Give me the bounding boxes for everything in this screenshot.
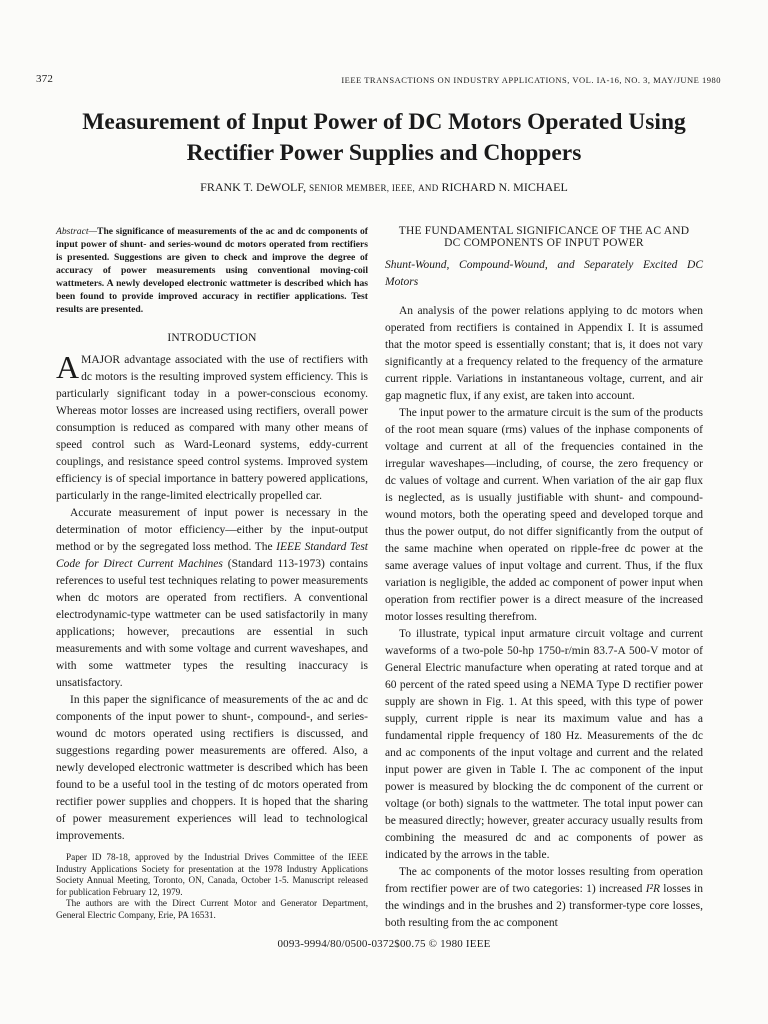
i2r-symbol: I²R xyxy=(645,883,661,895)
subsection-heading: Shunt-Wound, Compound-Wound, and Separately Excited DC Motors xyxy=(385,259,703,288)
intro-p2-text-b: (Standard 113-1973) contains references to useful test techniques relating to power measurements when dc motors are operated from rectifiers. A conventional electrodynamic-type wattmeter can be used satisfactorily in many applications; however, precautions are essential in such measurements and with some voltage and current waveshapes, and with some wattmeter types the resulting inaccuracy is unsatisfactory. xyxy=(56,558,368,689)
author-1-name: FRANK T. DeWOLF, xyxy=(200,180,307,194)
section-2-p4-text-a: The ac components of the motor losses resulting from operation from rectifier power are of two categories: 1) increased xyxy=(385,866,703,895)
abstract xyxy=(56,225,368,316)
section-2-heading-line-2: DC COMPONENTS OF INPUT POWER xyxy=(444,237,644,249)
intro-p1-text: MAJOR advantage associated with the use of rectifiers with dc motors is the resulting improved system efficiency. This is particularly significant today in a power-conscious economy. Whereas motor losses are increased using rectifiers, overall power consumption is reduced as compared with many other means of speed control such as Ward-Leonard systems, eddy-current couplings, and resistance speed control systems. Improved system efficiency is of special importance in battery powered applications, particularly in the range-limited electrically propelled car. xyxy=(56,354,368,502)
section-2-p4-text-b: losses in the windings and in the brushes and 2) transformer-type core losses, both resulting from the ac component xyxy=(385,883,704,929)
introduction-heading: INTRODUCTION xyxy=(167,332,257,344)
section-2-paragraph-3: To illustrate, typical input armature circuit voltage and current waveforms of a two-pole 50-hp 1750-r/min 83.7-A 500-V motor of General Electric manufacture when operating at rated torque and at 60 percent of the rated speed using a NEMA Type D rectifier power supply are shown in Fig. 1. At this speed, with this type of power supply, current ripple is near its maximum value and has a fundamental ripple frequency of 180 Hz. Measurements of the dc and ac components of the input voltage and current and the related input power are given in Table I. The ac component of the input power is measured by blocking the dc component of the current or voltage (or both) signals to the wattmeter. The total input power can be measured directly; however, greater accuracy usually results from combining the measured dc and ac components of power as indicated by the arrows in the table. xyxy=(385,628,703,861)
section-2-heading-line-1: THE FUNDAMENTAL SIGNIFICANCE OF THE AC AND xyxy=(398,225,690,237)
abstract-text: The significance of measurements of the ac and dc components of input power of shunt- and series-wound dc motors operated from rectifiers is presented. Suggestions are given to check and improve the degree of accuracy of power measurements using conventional moving-coil wattmeters. A newly developed electronic wattmeter is described which has been found to provide improved accuracy in rectifier applications. Test results are presented. xyxy=(56,226,368,315)
section-2-heading xyxy=(385,225,703,249)
intro-paragraph-2 xyxy=(56,505,368,692)
copyright-line: 0093-9994/80/0500-0372$00.75 © 1980 IEEE xyxy=(277,938,491,950)
abstract-lead: Abstract— xyxy=(56,226,98,237)
section-2-paragraph-2: The input power to the armature circuit is the sum of the products of the root mean square (rms) values of the inphase components of voltage and current at all of the frequencies contained in the irregular waveshapes—including, of course, the zero frequency or dc values of voltage and current. When variation of the air gap flux is neglected, as is usually justifiable with shunt- and compound-wound motors, both the operating speed and developed torque and thus the power output, do not differ significantly from the output of the same machine when operated on ripple-free dc power at the same average values of input voltage and current. Thus, if the flux variation is negligible, the added ac component of power input when operation from rectifier power is a direct measure of the increased motor losses resulting therefrom. xyxy=(385,407,703,623)
section-2-paragraph-1: An analysis of the power relations applying to dc motors when operated from rectifiers is contained in Appendix I. It is assumed that the motor speed is essentially constant; that is, it does not vary significantly at a frequency related to the frequency of the armature current ripple. Variations in instantaneous voltage, current, and air gap magnetic flux, if any exist, are taken into account. xyxy=(385,305,703,402)
right-column xyxy=(385,225,703,932)
drop-cap: A xyxy=(56,349,80,385)
intro-p2-text-a: Accurate measurement of input power is necessary in the determination of motor efficiency—either by the input-output method or by the segregated loss method. The xyxy=(56,507,368,553)
paper-title: Measurement of Input Power of DC Motors Operated Using Rectifier Power Supplies and Choppers xyxy=(82,109,686,166)
footnote-affiliation: The authors are with the Direct Current Motor and Generator Department, General Electric Company, Erie, PA 16531. xyxy=(56,898,368,920)
standard-name: IEEE Standard Test Code for Direct Current Machines xyxy=(56,541,369,570)
author-line xyxy=(40,180,728,195)
author-1-title: SENIOR MEMBER, IEEE, xyxy=(309,183,416,193)
intro-paragraph-1 xyxy=(56,349,368,505)
author-conjunction: AND xyxy=(418,183,439,193)
footnote xyxy=(56,852,368,921)
journal-citation: IEEE TRANSACTIONS ON INDUSTRY APPLICATIONS, VOL. IA-16, NO. 3, MAY/JUNE 1980 xyxy=(341,75,721,85)
page-number: 372 xyxy=(36,73,54,85)
footnote-paper-id: Paper ID 78-18, approved by the Industrial Drives Committee of the IEEE Industry Applications Society for presentation at the 1978 Industry Applications Society Annual Meeting, Toronto, ON, Canada, October 1-5. Manuscript released for publication February 12, 1979. xyxy=(56,852,368,897)
section-2-paragraph-4 xyxy=(385,864,703,932)
author-2-name: RICHARD N. MICHAEL xyxy=(441,180,568,194)
intro-paragraph-3: In this paper the significance of measurements of the ac and dc components of the input power to shunt-, compound-, and series-wound dc motors operated using rectifiers is discussed, and suggestions regarding power measurements are offered. Also, a newly developed electronic wattmeter is described which has been found to be a useful tool in the testing of dc motors operated from rectifier power supplies and choppers. It is hoped that the sharing of power measurement experiences will lead to technological improvements. xyxy=(56,694,368,842)
left-column xyxy=(56,225,368,845)
